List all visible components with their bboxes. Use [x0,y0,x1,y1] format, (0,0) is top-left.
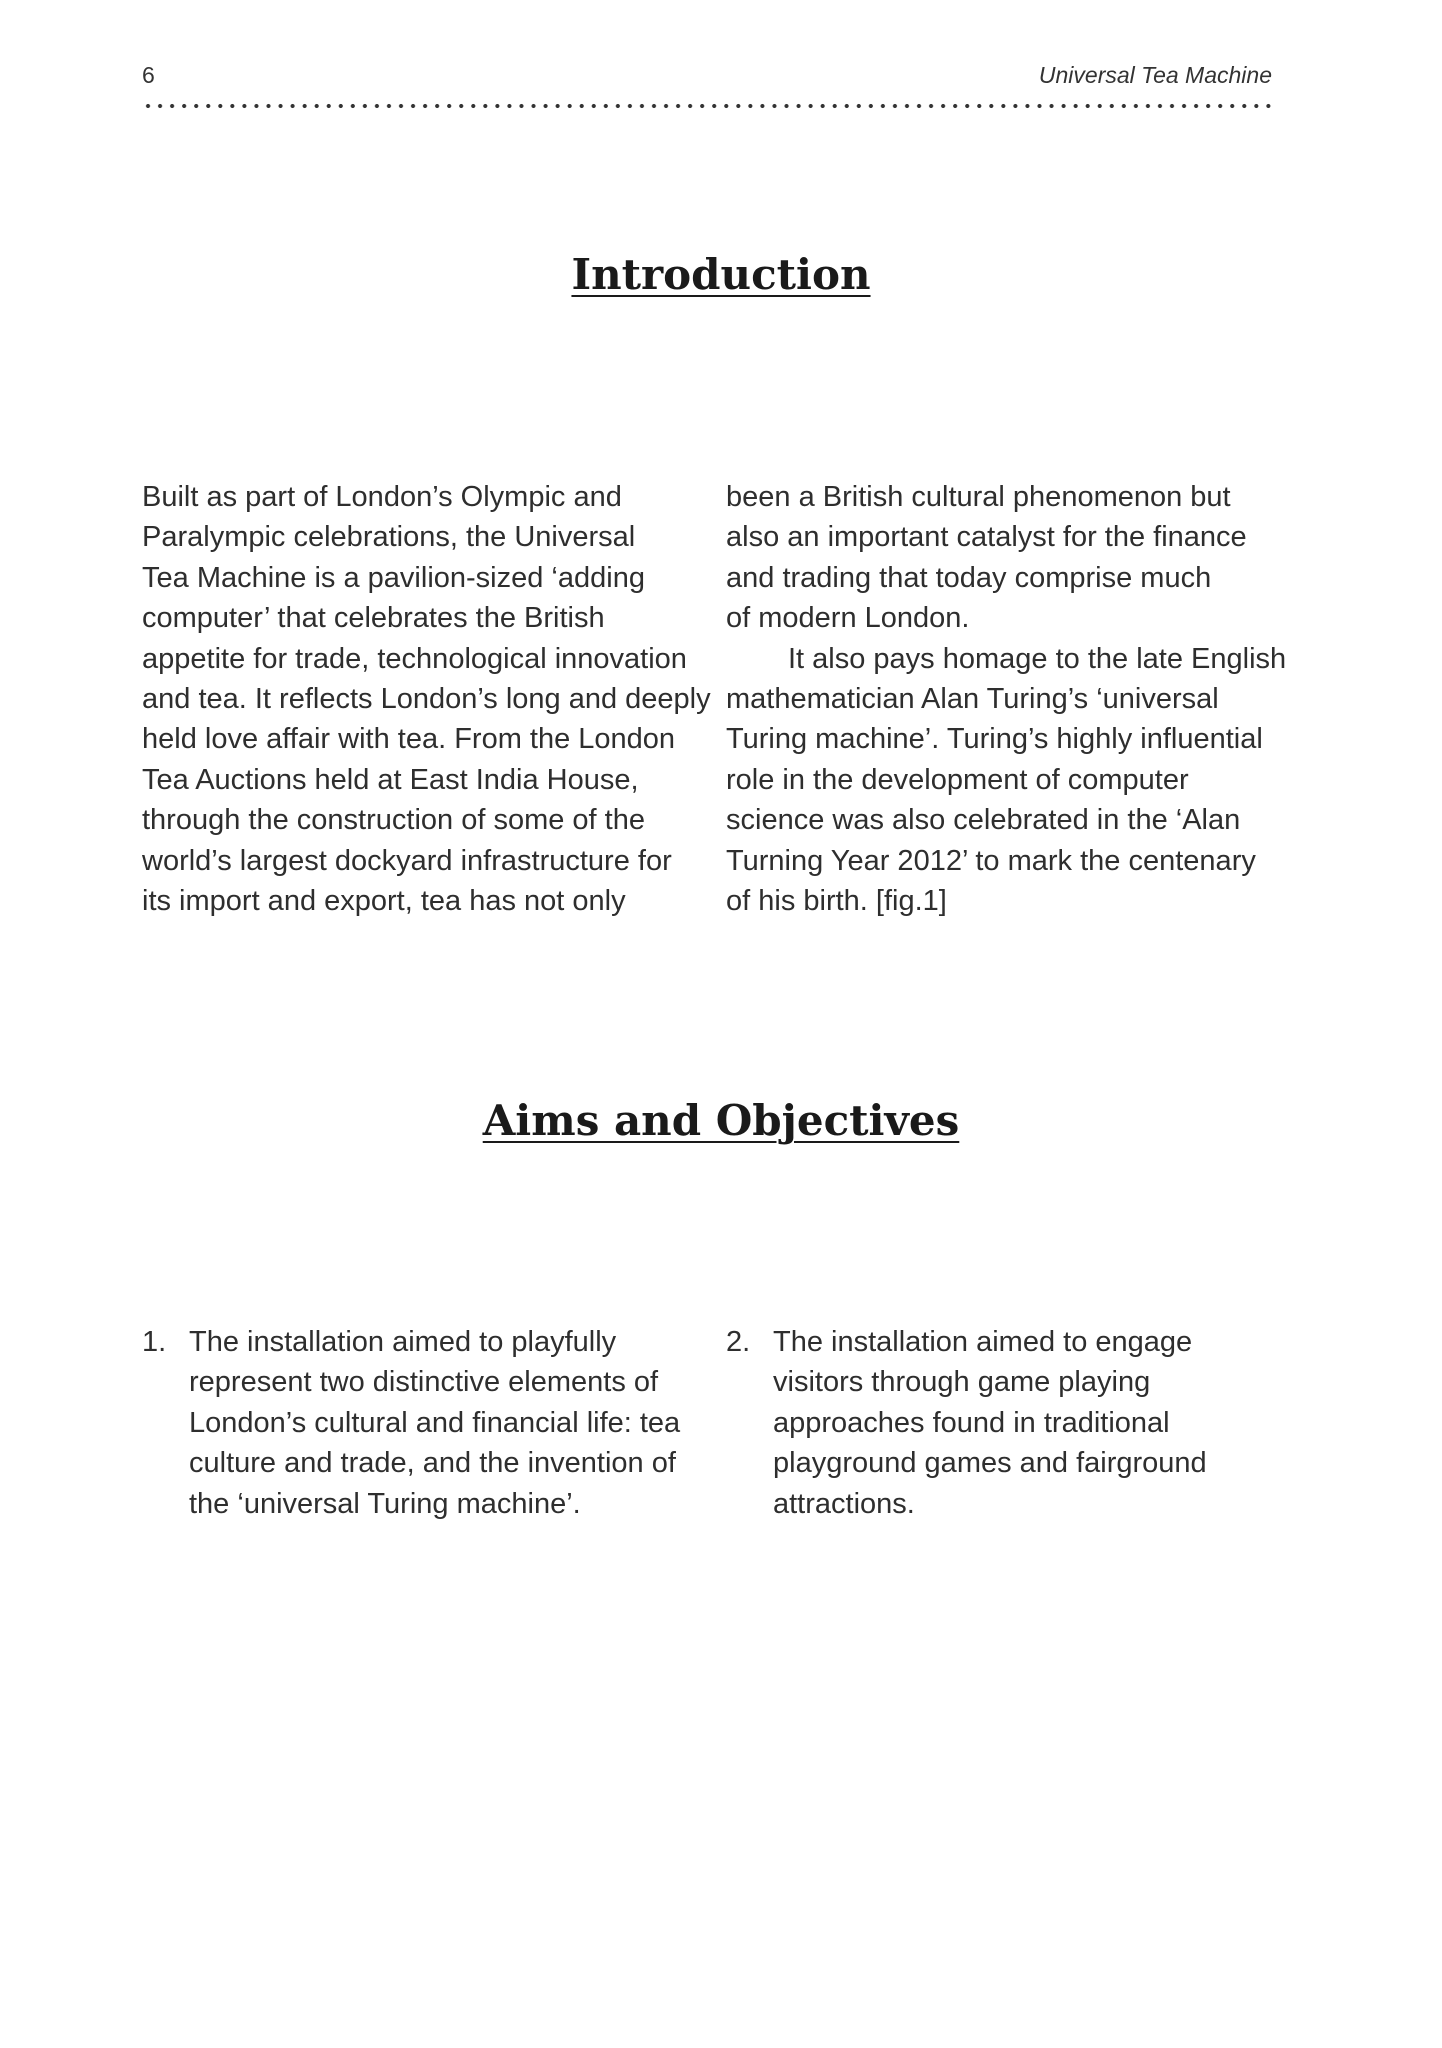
aims-heading [0,1096,1442,1145]
text-line-paragraph-start: It also pays homage to the late English [788,642,1287,675]
list-number: 2. [726,1326,751,1358]
text-line: of modern London. [726,602,970,635]
text-line: computer’ that celebrates the British [142,602,605,635]
text-line: appetite for trade, technological innovation [142,642,687,675]
text-line: approaches found in traditional [773,1406,1170,1439]
running-header [142,58,1272,98]
text-line: through the construction of some of the [142,804,645,837]
dotted-divider [142,103,1274,109]
introduction-left-column [142,477,711,921]
text-line: the ‘universal Turing machine’. [189,1487,581,1520]
text-line: Paralympic celebrations, the Universal [142,521,636,554]
text-line: The installation aimed to engage [773,1326,1193,1358]
introduction-heading-text: Introduction [571,250,871,299]
list-item-text [189,1322,709,1524]
text-line: Turing machine’. Turing’s highly influential [726,723,1263,756]
text-line: world’s largest dockyard infrastructure for [142,844,672,877]
text-line: role in the development of computer [726,763,1189,796]
text-line: London’s cultural and financial life: tea [189,1406,681,1439]
text-line: Built as part of London’s Olympic and [142,481,622,513]
text-line: represent two distinctive elements of [189,1366,659,1399]
text-line: held love affair with tea. From the London [142,723,676,756]
text-line: of his birth. [fig.1] [726,885,947,918]
text-line: also an important catalyst for the finance [726,521,1247,554]
text-line: culture and trade, and the invention of [189,1447,676,1480]
aims-heading-text: Aims and Objectives [482,1096,960,1145]
text-line: Turning Year 2012’ to mark the centenary [726,844,1256,877]
text-line: mathematician Alan Turing’s ‘universal [726,683,1219,716]
introduction-heading [0,250,1442,299]
text-line: and trading that today comprise much [726,561,1212,594]
text-line: visitors through game playing [773,1366,1151,1399]
list-item-text [773,1322,1293,1524]
text-line: Tea Machine is a pavilion-sized ‘adding [142,561,645,594]
text-line: and tea. It reflects London’s long and deeply [142,683,711,716]
introduction-right-column [726,477,1286,921]
page-number: 6 [142,62,155,88]
running-title: Universal Tea Machine [1038,62,1272,88]
text-line: playground games and fairground [773,1447,1207,1480]
text-line: The installation aimed to playfully [189,1326,617,1358]
text-line: science was also celebrated in the ‘Alan [726,804,1241,837]
text-line: its import and export, tea has not only [142,885,626,918]
text-line: been a British cultural phenomenon but [726,481,1231,513]
text-line: Tea Auctions held at East India House, [142,763,639,796]
list-number: 1. [142,1326,167,1358]
text-line: attractions. [773,1487,915,1520]
